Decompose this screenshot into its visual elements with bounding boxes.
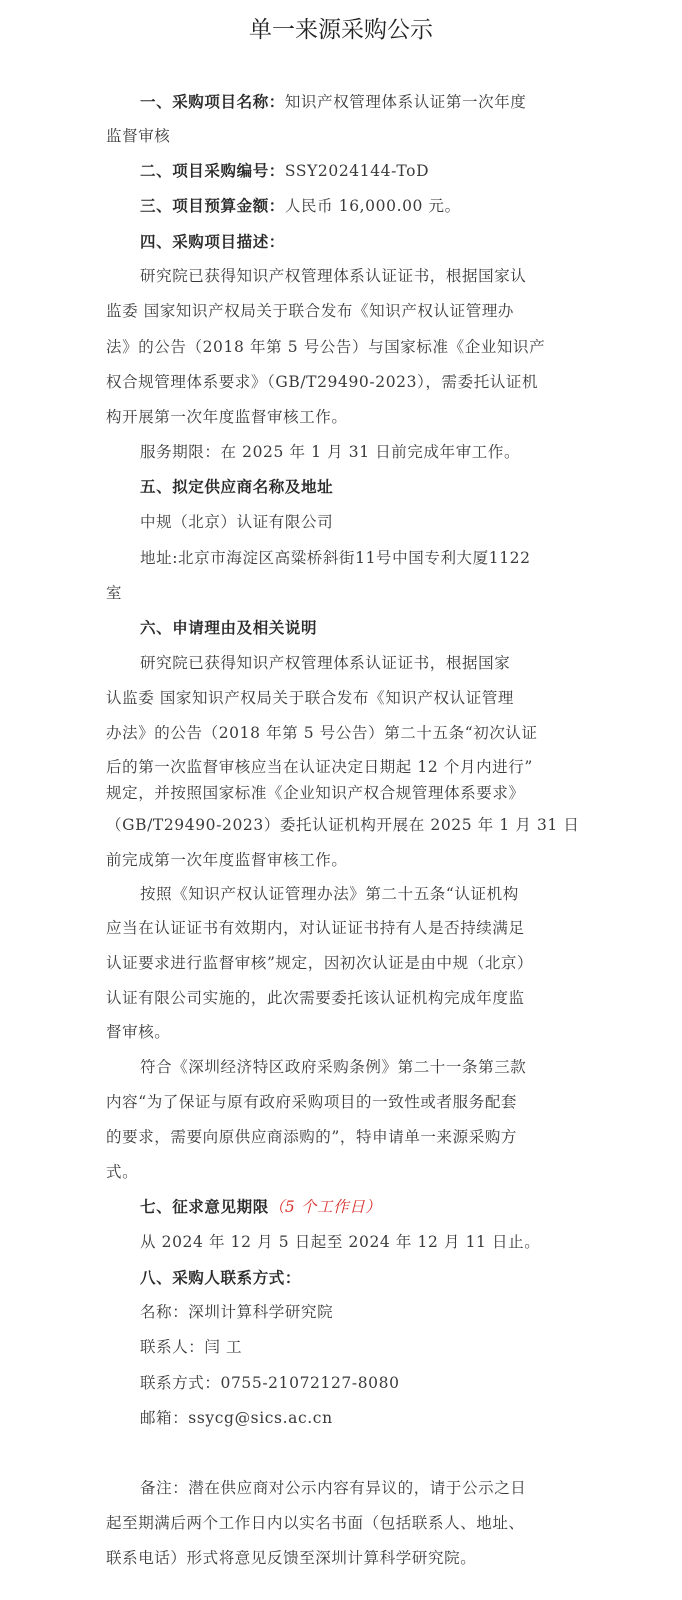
section6-para1-line: 前完成第一次年度监督审核工作。 <box>106 851 348 869</box>
section4-desc-line: 法》的公告（2018 年第 5 号公告）与国家标准《企业知识产 <box>106 338 546 356</box>
section1-label: 一、采购项目名称： <box>140 92 285 111</box>
section4-label: 四、采购项目描述： <box>140 232 285 251</box>
section1-line <box>140 92 580 112</box>
page-title: 单一来源采购公示 <box>249 17 433 43</box>
section7-label: 七、征求意见期限 <box>140 1197 269 1216</box>
purchaser-name: 名称：深圳计算科学研究院 <box>140 1303 334 1321</box>
section6-para2-line: 认证要求进行监督审核”规定，因初次认证是由中规（北京） <box>106 954 534 972</box>
section1-value-cont: 监督审核 <box>106 127 171 145</box>
remark-line: 联系电话）形式将意见反馈至深圳计算科学研究院。 <box>106 1549 477 1567</box>
section6-para3-line: 符合《深圳经济特区政府采购条例》第二十一条第三款 <box>140 1058 527 1076</box>
section1-value: 知识产权管理体系认证第一次年度 <box>284 93 527 111</box>
section6-para3-line: 内容“为了保证与原有政府采购项目的一致性或者服务配套 <box>106 1093 518 1111</box>
budget-amount: 人民币 16,000.00 元。 <box>284 197 461 215</box>
section4-desc-line: 研究院已获得知识产权管理体系认证证书，根据国家认 <box>140 267 527 285</box>
contact-email: 邮箱：ssycg@sics.ac.cn <box>140 1409 333 1427</box>
section6-para2-line: 按照《知识产权认证管理办法》第二十五条“认证机构 <box>140 885 519 903</box>
section8-label: 八、采购人联系方式： <box>140 1268 302 1287</box>
contact-phone: 联系方式：0755-21072127-8080 <box>140 1374 400 1392</box>
section6-para1-line: 后的第一次监督审核应当在认证决定日期起 12 个月内进行” <box>106 758 533 776</box>
procurement-number: SSY2024144-ToD <box>284 162 430 180</box>
supplier-name: 中规（北京）认证有限公司 <box>140 513 334 531</box>
comment-period: 从 2024 年 12 月 5 日起至 2024 年 12 月 11 日止。 <box>140 1233 541 1251</box>
section6-para2-line: 应当在认证证书有效期内，对认证证书持有人是否持续满足 <box>106 919 525 937</box>
section6-para1-line: 办法》的公告（2018 年第 5 号公告）第二十五条“初次认证 <box>106 724 538 742</box>
section6-para1-line: 认监委 国家知识产权局关于联合发布《知识产权认证管理 <box>106 689 515 707</box>
supplier-address-cont: 室 <box>106 584 123 602</box>
section6-para3-line: 式。 <box>106 1163 139 1181</box>
section4-desc-line: 权合规管理体系要求》（GB/T29490-2023），需委托认证机 <box>106 373 539 391</box>
remark-line: 备注：潜在供应商对公示内容有异议的，请于公示之日 <box>140 1479 527 1497</box>
contact-person: 联系人：闫 工 <box>140 1338 243 1356</box>
section3-label: 三、项目预算金额： <box>140 196 285 215</box>
section6-para3-line: 的要求，需要向原供应商添购的”，特申请单一来源采购方 <box>106 1128 518 1146</box>
section2-label: 二、项目采购编号： <box>140 161 285 180</box>
comment-period-note: （5 个工作日） <box>268 1198 382 1216</box>
section6-para2-line: 督审核。 <box>106 1023 171 1041</box>
section6-para1-line: 研究院已获得知识产权管理体系认证证书，根据国家 <box>140 654 511 672</box>
section4-desc-line: 构开展第一次年度监督审核工作。 <box>106 408 348 426</box>
section3-line <box>140 196 580 216</box>
section7-line <box>140 1197 580 1217</box>
section6-para1-line: （GB/T29490-2023）委托认证机构开展在 2025 年 1 月 31 日 <box>106 816 580 834</box>
section4-desc-line: 监委 国家知识产权局关于联合发布《知识产权认证管理办 <box>106 302 515 320</box>
section6-para1-line: 规定，并按照国家标准《企业知识产权合规管理体系要求》 <box>106 784 525 802</box>
section6-label: 六、申请理由及相关说明 <box>140 618 318 637</box>
section2-line <box>140 161 580 181</box>
supplier-address: 地址:北京市海淀区高粱桥斜街11号中国专利大厦1122 <box>140 549 531 567</box>
section5-label: 五、拟定供应商名称及地址 <box>140 477 334 496</box>
section6-para2-line: 认证有限公司实施的，此次需要委托该认证机构完成年度监 <box>106 989 525 1007</box>
service-period: 服务期限：在 2025 年 1 月 31 日前完成年审工作。 <box>140 443 521 461</box>
remark-line: 起至期满后两个工作日内以实名书面（包括联系人、地址、 <box>106 1514 525 1532</box>
